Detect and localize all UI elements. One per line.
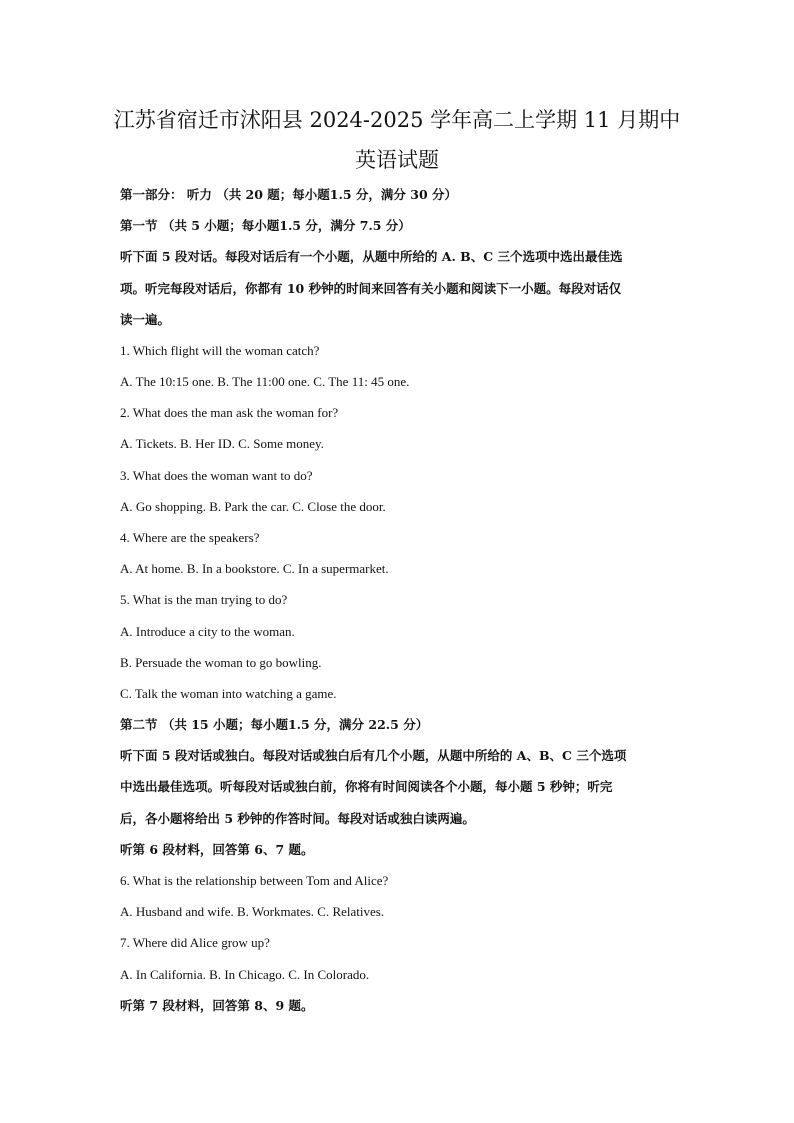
material-7-heading: 听第 7 段材料，回答第 8、9 题。 bbox=[120, 998, 314, 1013]
question-2: 2. What does the man ask the woman for? bbox=[120, 405, 339, 420]
section2-heading: 第二节 （共 15 小题；每小题1.5 分，满分 22.5 分） bbox=[120, 717, 429, 732]
section2-instructions-line-3: 后，各小题将给出 5 秒钟的作答时间。每段对话或独白读两遍。 bbox=[120, 811, 475, 826]
section1-instructions-line-1: 听下面 5 段对话。每段对话后有一个小题，从题中所给的 A. B、C 三个选项中选出最佳选 bbox=[120, 249, 623, 264]
question-1: 1. Which flight will the woman catch? bbox=[120, 343, 320, 358]
question-1-options: A. The 10:15 one. B. The 11:00 one. C. The 11: 45 one. bbox=[120, 374, 410, 389]
exam-title: 江苏省宿迁市沭阳县 2024-2025 学年高二上学期 11 月期中 bbox=[113, 108, 681, 132]
question-4: 4. Where are the speakers? bbox=[120, 530, 260, 545]
section1-heading: 第一节 （共 5 小题；每小题1.5 分，满分 7.5 分） bbox=[120, 218, 411, 233]
question-4-options: A. At home. B. In a bookstore. C. In a supermarket. bbox=[120, 561, 389, 576]
section2-instructions-line-1: 听下面 5 段对话或独白。每段对话或独白后有几个小题，从题中所给的 A、B、C 三个选项 bbox=[120, 748, 627, 763]
part1-heading: 第一部分： 听力 （共 20 题；每小题1.5 分，满分 30 分） bbox=[120, 187, 458, 202]
section2-instructions-line-2: 中选出最佳选项。听每段对话或独白前，你将有时间阅读各个小题，每小题 5 秒钟；听完 bbox=[120, 779, 613, 794]
question-2-options: A. Tickets. B. Her ID. C. Some money. bbox=[120, 436, 324, 451]
question-5-option-b: B. Persuade the woman to go bowling. bbox=[120, 655, 322, 670]
exam-subtitle: 英语试题 bbox=[355, 148, 439, 172]
question-7-options: A. In California. B. In Chicago. C. In Colorado. bbox=[120, 967, 370, 982]
section1-instructions-line-2: 项。听完每段对话后，你都有 10 秒钟的时间来回答有关小题和阅读下一小题。每段对话仅 bbox=[120, 281, 622, 296]
question-6-options: A. Husband and wife. B. Workmates. C. Relatives. bbox=[120, 904, 385, 919]
question-3: 3. What does the woman want to do? bbox=[120, 468, 313, 483]
material-6-heading: 听第 6 段材料，回答第 6、7 题。 bbox=[120, 842, 314, 857]
question-3-options: A. Go shopping. B. Park the car. C. Close the door. bbox=[120, 499, 386, 514]
section1-instructions-line-3: 读一遍。 bbox=[120, 312, 171, 327]
question-5: 5. What is the man trying to do? bbox=[120, 592, 288, 607]
question-5-option-a: A. Introduce a city to the woman. bbox=[120, 624, 295, 639]
question-6: 6. What is the relationship between Tom and Alice? bbox=[120, 873, 389, 888]
question-7: 7. Where did Alice grow up? bbox=[120, 935, 270, 950]
question-5-option-c: C. Talk the woman into watching a game. bbox=[120, 686, 337, 701]
